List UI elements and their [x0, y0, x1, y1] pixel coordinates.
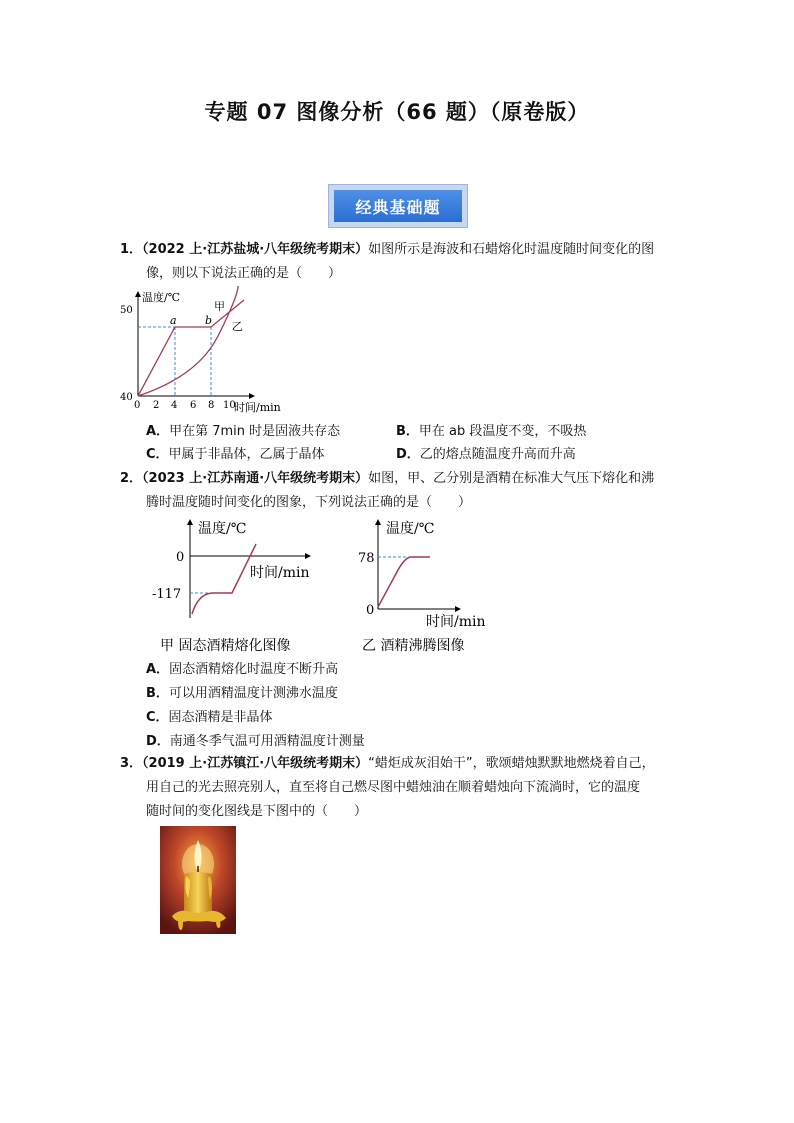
option-d: D．乙的熔点随温度升高而升高 [396, 447, 576, 462]
x-tick: 10 [223, 400, 236, 411]
question-source: （2022 上·江苏盐城·八年级统考期末） [142, 242, 369, 257]
y-axis-label: 温度/℃ [386, 521, 435, 537]
q2-graph-melting [150, 514, 330, 659]
y-tick-50: 50 [120, 305, 133, 316]
question-text-cont: 像，则以下说法正确的是（ ） [146, 266, 342, 281]
question-3 [120, 752, 680, 824]
y-tick-40: 40 [120, 392, 133, 403]
question-text: “蜡炬成灰泪始干”，歌颂蜡烛默默地燃烧着自己， [368, 756, 655, 771]
tick-minus-117: -117 [152, 587, 182, 602]
x-axis-label: 时间/min [234, 401, 281, 414]
point-a-label: a [170, 314, 177, 327]
section-banner-label: 经典基础题 [334, 190, 462, 222]
graph-caption: 甲 固态酒精熔化图像 [160, 638, 291, 654]
section-banner [328, 184, 468, 228]
y-axis-label: 温度/℃ [198, 521, 247, 537]
question-1 [120, 238, 680, 286]
x-tick: 4 [171, 400, 178, 411]
question-number: 1． [120, 242, 143, 257]
tick-zero: 0 [366, 603, 375, 618]
option-b: B．可以用酒精温度计测沸水温度 [146, 686, 338, 701]
question-number: 3． [120, 756, 143, 771]
point-b-label: b [205, 314, 213, 327]
x-tick: 0 [134, 400, 141, 411]
question-text-cont: 随时间的变化图线是下图中的（ ） [146, 804, 368, 819]
x-axis-label: 时间/min [250, 565, 310, 581]
series-yi-label: 乙 [232, 320, 243, 333]
option-c: C．固态酒精是非晶体 [146, 710, 273, 725]
y-axis-label: 温度/℃ [142, 291, 181, 304]
x-tick: 6 [190, 400, 197, 411]
question-2 [120, 467, 680, 515]
tick-78: 78 [358, 551, 375, 566]
page-title: 专题 07 图像分析（66 题）（原卷版） [204, 100, 590, 124]
option-d: D．南通冬季气温可用酒精温度计测量 [146, 734, 365, 749]
question-text-cont: 腾时温度随时间变化的图象，下列说法正确的是（ ） [146, 495, 472, 510]
question-text: 如图所示是海波和石蜡熔化时温度随时间变化的图 [368, 242, 655, 257]
q2-graph-boiling [356, 514, 536, 659]
question-text: 如图，甲、乙分别是酒精在标准大气压下熔化和沸 [368, 471, 655, 486]
option-c: C．甲属于非晶体，乙属于晶体 [146, 447, 325, 462]
candle-image [160, 826, 236, 934]
option-a: A．固态酒精熔化时温度不断升高 [146, 662, 339, 677]
q1-graph [118, 286, 281, 416]
question-source: （2023 上·江苏南通·八年级统考期末） [142, 471, 369, 486]
tick-zero: 0 [176, 550, 185, 565]
question-text-cont: 用自己的光去照亮别人，直至将自己燃尽图中蜡烛油在顺着蜡烛向下流淌时，它的温度 [146, 780, 641, 795]
question-number: 2． [120, 471, 143, 486]
series-jia-label: 甲 [214, 300, 225, 313]
option-a: A．甲在第 7min 时是固液共存态 [146, 424, 341, 439]
x-tick: 8 [208, 400, 215, 411]
x-axis-label: 时间/min [426, 614, 486, 630]
graph-caption: 乙 酒精沸腾图像 [362, 638, 465, 654]
option-b: B．甲在 ab 段温度不变，不吸热 [396, 424, 587, 439]
question-source: （2019 上·江苏镇江·八年级统考期末） [142, 756, 369, 771]
x-tick: 2 [153, 400, 160, 411]
melting-curve [192, 544, 256, 614]
boiling-curve [378, 557, 430, 607]
